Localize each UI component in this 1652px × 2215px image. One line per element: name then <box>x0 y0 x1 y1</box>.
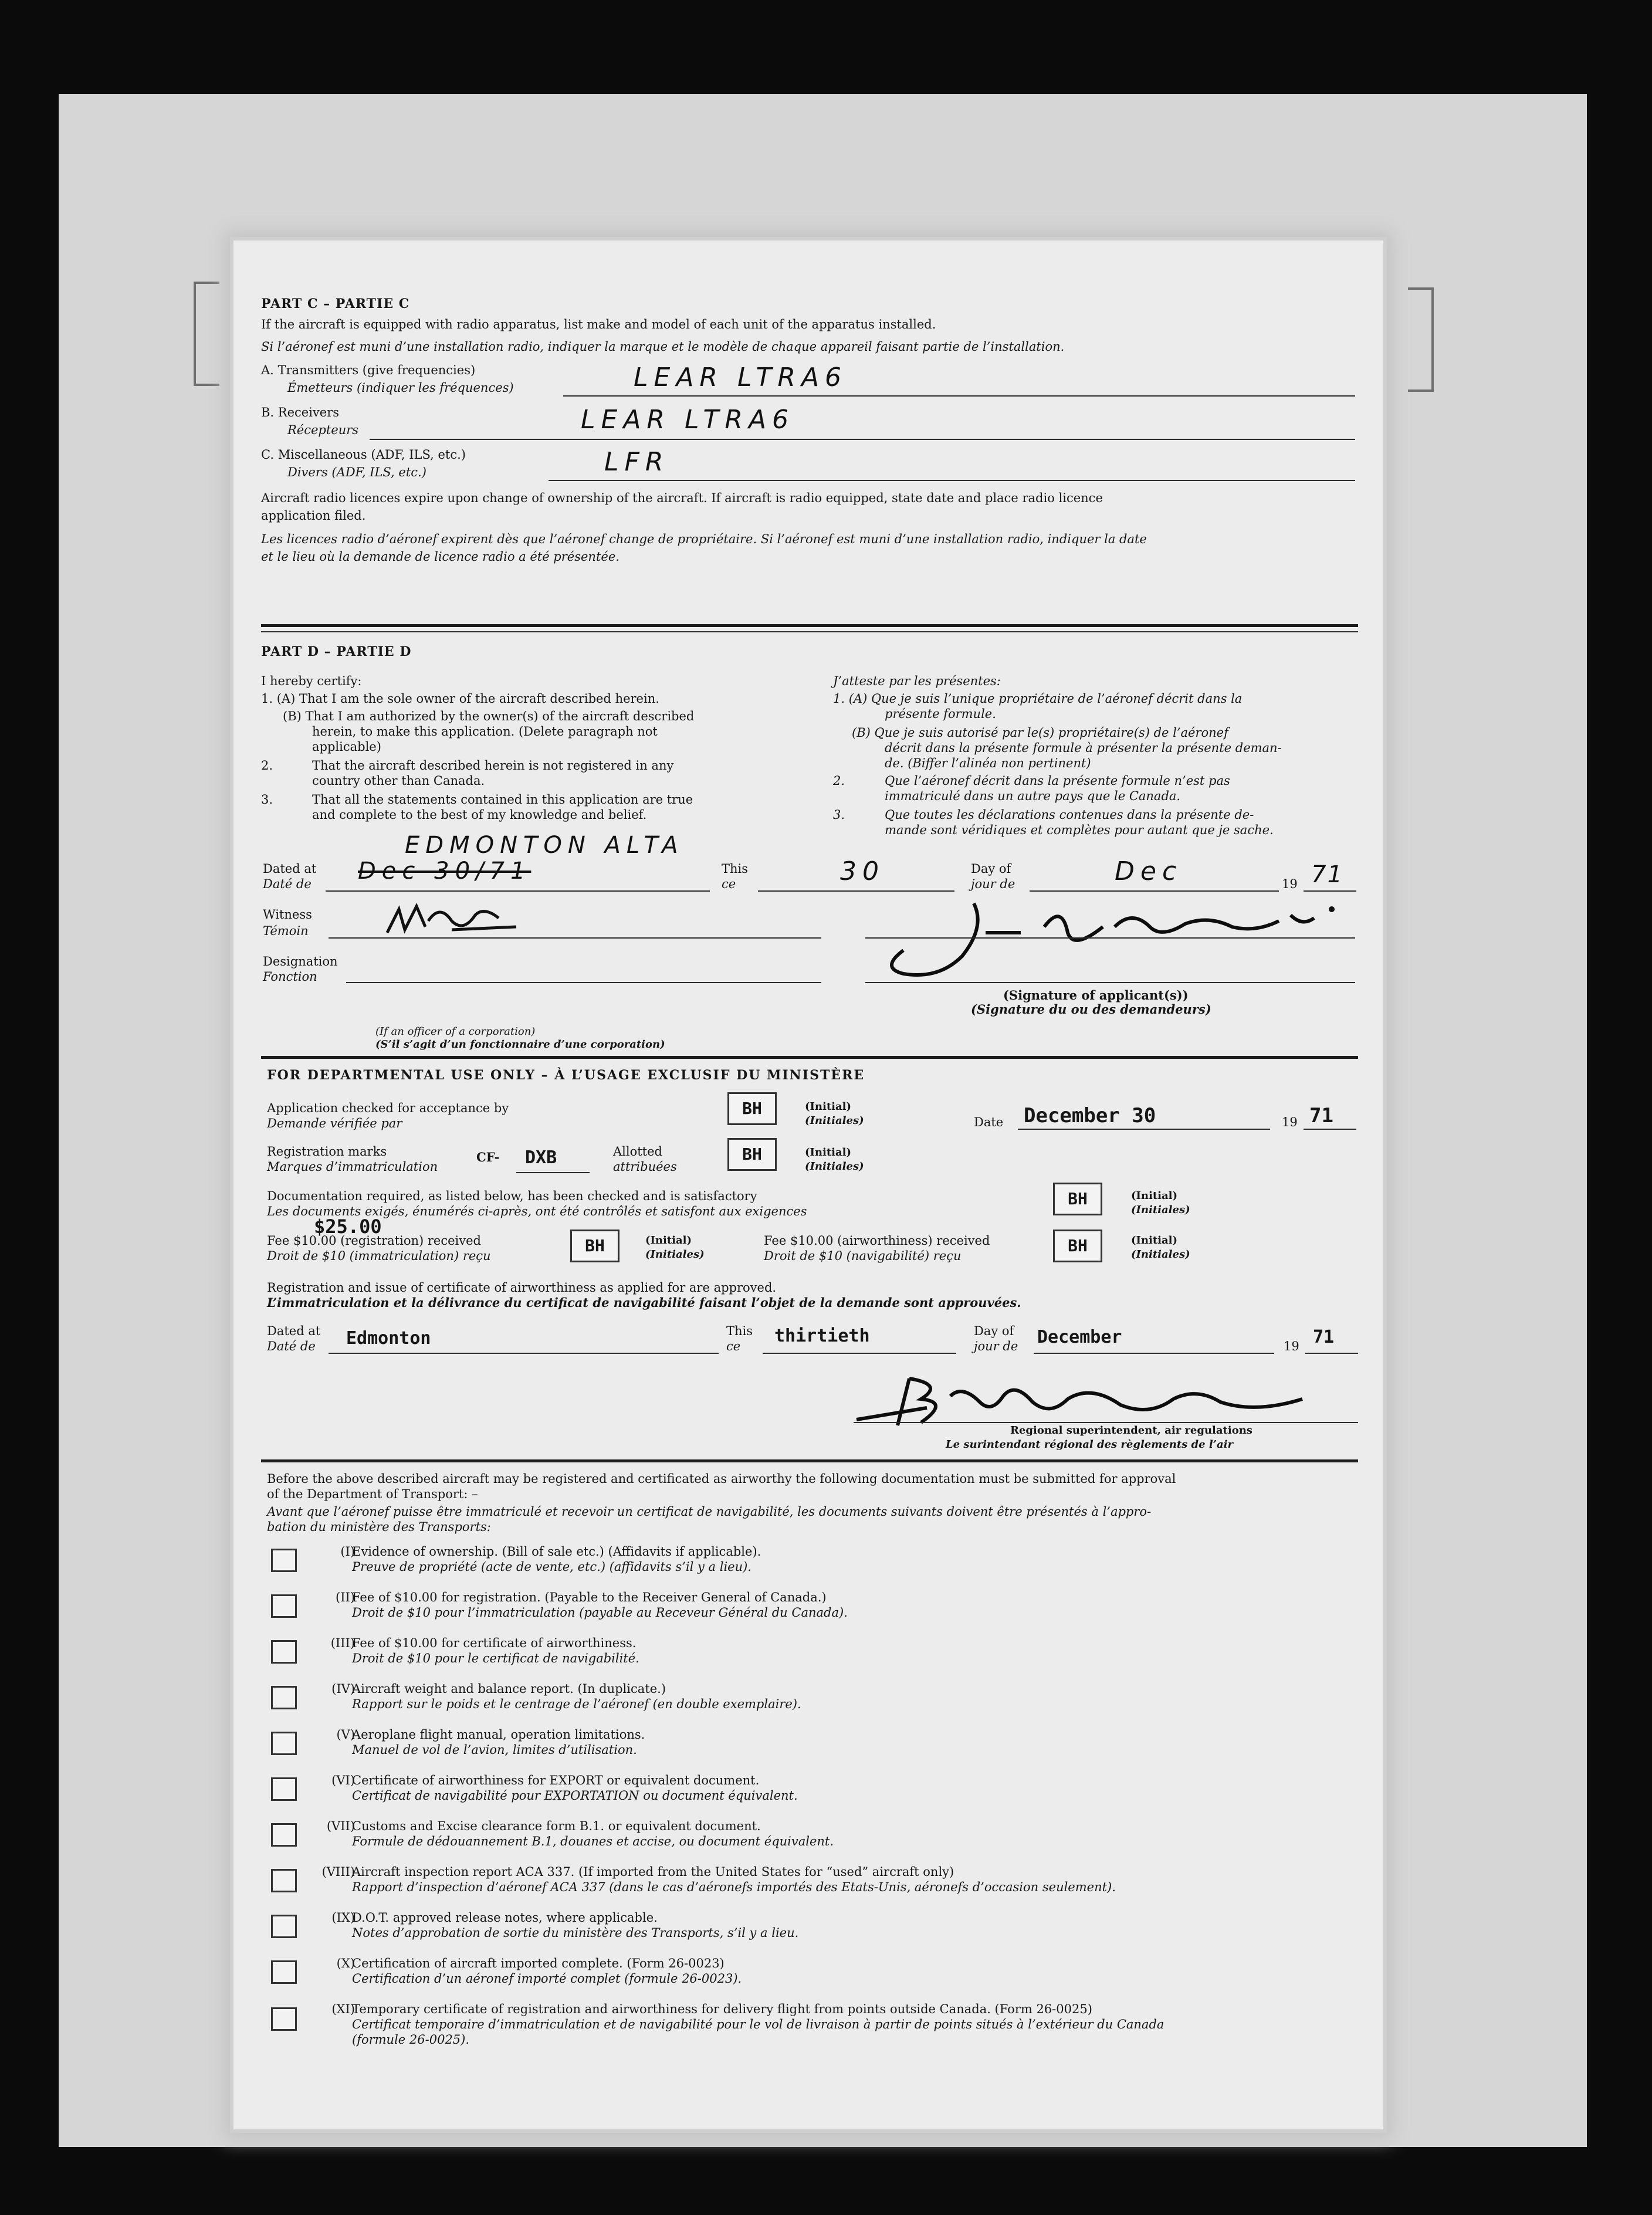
checkbox-weight-balance[interactable] <box>271 1686 297 1709</box>
allotted-label: Allotted <box>613 1144 662 1159</box>
receivers-value[interactable]: LEAR LTRA6 <box>581 405 795 435</box>
initial-label: (Initial) <box>1131 1190 1178 1202</box>
checklist-item-en: Aeroplane flight manual, operation limitations. <box>352 1728 645 1742</box>
applicant-date[interactable]: Dec 30/71 <box>358 858 532 885</box>
checklist-item-fr: Certification d’un aéronef importé complet (formule 26-0023). <box>352 1972 742 1986</box>
checklist-intro-fr-2: bation du ministère des Transports: <box>267 1520 491 1534</box>
allotted-label-fr: attribuées <box>613 1160 677 1174</box>
applicant-place[interactable]: EDMONTON ALTA <box>405 832 684 859</box>
cert-en-1b-2: herein, to make this application. (Delete paragraph not <box>312 724 658 739</box>
checklist-num: (VII) <box>326 1819 355 1833</box>
signature-label: (Signature of applicant(s)) <box>1003 988 1189 1002</box>
fee-air-label-fr: Droit de $10 (navigabilité) reçu <box>764 1249 962 1263</box>
dept-date-label: Date <box>974 1115 1004 1129</box>
checklist-intro-fr: Avant que l’aéronef puisse être immatriculé et recevoir un certificat de navigabilité, les documents suivants doivent être présentés à l’appro- <box>267 1505 1152 1519</box>
superintendent-label: Regional superintendent, air regulations <box>1010 1424 1252 1437</box>
checklist-num: (V) <box>336 1728 355 1742</box>
witness-signature <box>381 897 534 944</box>
checkbox-release-notes[interactable] <box>271 1915 297 1938</box>
cert-en-1b: (B) That I am authorized by the owner(s) of the aircraft described <box>283 709 695 723</box>
registration-marks-value[interactable]: DXB <box>525 1147 557 1168</box>
divider <box>261 1459 1358 1462</box>
cert-fr-1b-3: de. (Biffer l’alinéa non pertinent) <box>885 756 1091 770</box>
initial-label-fr: (Initiales) <box>805 1160 864 1173</box>
cert-en-3: That all the statements contained in this application are true <box>312 792 693 807</box>
checkbox-inspection-report[interactable] <box>271 1869 297 1892</box>
cert-en-1a: 1. (A) That I am the sole owner of the aircraft described herein. <box>261 692 659 706</box>
checked-label-fr: Demande vérifiée par <box>267 1116 402 1130</box>
transmitters-value[interactable]: LEAR LTRA6 <box>634 363 848 392</box>
checked-label: Application checked for acceptance by <box>267 1101 509 1115</box>
checklist-item-fr: Certificat temporaire d’immatriculation et de navigabilité pour le vol de livraison à partir de points situés à l’extérieur du Canada <box>352 2017 1164 2031</box>
transmitters-label-fr: Émetteurs (indiquer les fréquences) <box>287 381 514 395</box>
dept-heading: FOR DEPARTMENTAL USE ONLY – À L’USAGE EXCLUSIF DU MINISTÈRE <box>267 1068 865 1083</box>
fee-reg-label: Fee $10.00 (registration) received <box>267 1234 481 1248</box>
checklist-item-en: Certification of aircraft imported complete. (Form 26-0023) <box>352 1956 725 1970</box>
approval-text-fr: L’immatriculation et la délivrance du certificat de navigabilité faisant l’objet de la demande sont approuvées. <box>267 1295 1021 1310</box>
regmarks-label: Registration marks <box>267 1144 387 1159</box>
this-label-fr: ce <box>722 877 736 891</box>
licence-note-en-2: application filed. <box>261 509 366 523</box>
checklist-item-fr: Manuel de vol de l’avion, limites d’utilisation. <box>352 1743 637 1757</box>
dept-date-value[interactable]: December 30 <box>1024 1104 1156 1127</box>
checklist-item-en: Aircraft weight and balance report. (In duplicate.) <box>352 1682 666 1696</box>
cert-fr-3-2: mande sont véridiques et complètes pour autant que je sache. <box>885 823 1274 837</box>
checkbox-customs-clearance[interactable] <box>271 1823 297 1847</box>
checklist-item-fr: Droit de $10 pour l’immatriculation (payable au Receveur Général du Canada). <box>352 1606 848 1620</box>
misc-label-fr: Divers (ADF, ILS, etc.) <box>287 465 426 479</box>
licence-note-en-1: Aircraft radio licences expire upon change of ownership of the aircraft. If aircraft is radio equipped, state date and place radio licence <box>261 491 1103 505</box>
designation-label: Designation <box>263 954 338 968</box>
cert-fr-2-num: 2. <box>833 774 845 788</box>
docs-checked-label: Documentation required, as listed below, has been checked and is satisfactory <box>267 1189 757 1203</box>
part-d-heading: PART D – PARTIE D <box>261 644 412 659</box>
checklist-num: (IX) <box>331 1911 355 1925</box>
cert-en-2: That the aircraft described herein is not registered in any <box>312 758 674 773</box>
signature-label-fr: (Signature du ou des demandeurs) <box>971 1002 1211 1017</box>
cert-fr-3-num: 3. <box>833 808 845 822</box>
checked-initials-box[interactable]: BH <box>727 1092 777 1125</box>
divider <box>261 1056 1358 1059</box>
initial-label: (Initial) <box>805 1146 852 1159</box>
cert-fr-3: Que toutes les déclarations contenues dans la présente de- <box>885 808 1254 822</box>
this-label: This <box>722 862 749 876</box>
checklist-item-fr: Rapport sur le poids et le centrage de l’aéronef (en double exemplaire). <box>352 1697 801 1711</box>
fee-air-label: Fee $10.00 (airworthiness) received <box>764 1234 990 1248</box>
checklist-item-fr: Preuve de propriété (acte de vente, etc.) (affidavits s’il y a lieu). <box>352 1560 751 1574</box>
superintendent-label-fr: Le surintendant régional des règlements de l’air <box>946 1438 1233 1451</box>
checklist-item-en: Fee of $10.00 for registration. (Payable to the Receiver General of Canada.) <box>352 1590 827 1604</box>
checkbox-evidence-of-ownership[interactable] <box>271 1549 297 1572</box>
applicant-day[interactable]: 30 <box>840 856 885 886</box>
applicant-year[interactable]: 71 <box>1311 861 1343 888</box>
dept-dated-label: Dated at <box>267 1324 321 1338</box>
cert-en-3-2: and complete to the best of my knowledge and belief. <box>312 808 647 822</box>
checklist-item-en: Aircraft inspection report ACA 337. (If imported from the United States for “used” aircraft only) <box>352 1865 954 1879</box>
checkbox-temporary-certificate[interactable] <box>271 2007 297 2031</box>
docs-initials-box[interactable]: BH <box>1053 1183 1102 1215</box>
year-prefix: 19 <box>1282 877 1298 891</box>
transmitters-label: A. Transmitters (give frequencies) <box>261 363 476 377</box>
cf-prefix: CF- <box>476 1150 500 1164</box>
checklist-item-en: Fee of $10.00 for certificate of airworthiness. <box>352 1636 637 1650</box>
checklist-item-fr: Notes d’approbation de sortie du ministère des Transports, s’il y a lieu. <box>352 1926 799 1940</box>
checklist-intro-en-2: of the Department of Transport: – <box>267 1487 478 1501</box>
licence-note-fr-1: Les licences radio d’aéronef expirent dès que l’aéronef change de propriétaire. Si l’aéronef est muni d’une installation radio, indiquer la date <box>261 532 1147 546</box>
fee-reg-initials-box[interactable]: BH <box>570 1230 620 1262</box>
dept-day-value[interactable]: thirtieth <box>774 1326 870 1346</box>
certify-fr: J’atteste par les présentes: <box>833 674 1001 688</box>
cert-fr-1a-2: présente formule. <box>885 707 996 721</box>
allotted-initials-box[interactable]: BH <box>727 1138 777 1171</box>
checklist-num: (III) <box>330 1636 355 1650</box>
dept-place-value[interactable]: Edmonton <box>346 1328 431 1349</box>
part-c-intro-en: If the aircraft is equipped with radio apparatus, list make and model of each unit of the apparatus installed. <box>261 317 936 331</box>
dept-this-label-fr: ce <box>726 1339 741 1353</box>
initial-label: (Initial) <box>1131 1234 1178 1247</box>
applicant-month[interactable]: Dec <box>1115 856 1183 886</box>
checklist-item-en: Customs and Excise clearance form B.1. or equivalent document. <box>352 1819 761 1833</box>
checklist-item-en: Evidence of ownership. (Bill of sale etc.) (Affidavits if applicable). <box>352 1545 761 1559</box>
cert-fr-2-2: immatriculé dans un autre pays que le Canada. <box>885 789 1181 803</box>
cert-en-1b-3: applicable) <box>312 740 381 754</box>
fee-amount: $25.00 <box>314 1215 382 1238</box>
licence-note-fr-2: et le lieu où la demande de licence radio a été présentée. <box>261 550 620 564</box>
misc-label: C. Miscellaneous (ADF, ILS, etc.) <box>261 448 466 462</box>
designation-label-fr: Fonction <box>263 970 317 984</box>
cert-fr-1b-2: décrit dans la présente formule à présenter la présente deman- <box>885 741 1282 755</box>
certify-en: I hereby certify: <box>261 674 362 688</box>
day-of-label-fr: jour de <box>971 877 1015 891</box>
checkbox-import-certification[interactable] <box>271 1960 297 1984</box>
corner-bracket-left <box>194 282 219 386</box>
initial-label-fr: (Initiales) <box>1131 1204 1190 1216</box>
checklist-num: (II) <box>336 1590 355 1604</box>
checklist-item-en: D.O.T. approved release notes, where applicable. <box>352 1911 658 1925</box>
cert-fr-1b: (B) Que je suis autorisé par le(s) propriétaire(s) de l’aéronef <box>852 726 1228 740</box>
dated-at-label: Dated at <box>263 862 317 876</box>
regmarks-label-fr: Marques d’immatriculation <box>267 1160 438 1174</box>
dept-year-value-2[interactable]: 71 <box>1313 1327 1335 1347</box>
checklist-item-fr: Rapport d’inspection d’aéronef ACA 337 (dans le cas d’aéronefs importés des Etats-Unis, aéronefs d’occasion seulement). <box>352 1880 1116 1894</box>
cert-en-2-num: 2. <box>261 758 273 773</box>
checkbox-registration-fee[interactable] <box>271 1594 297 1618</box>
checklist-num: (VI) <box>331 1773 355 1787</box>
dept-day-of-label: Day of <box>974 1324 1014 1338</box>
checkbox-export-certificate[interactable] <box>271 1777 297 1801</box>
witness-label-fr: Témoin <box>263 924 309 938</box>
initial-label: (Initial) <box>645 1234 692 1247</box>
dept-year-prefix: 19 <box>1282 1115 1298 1129</box>
checklist-item-fr: Droit de $10 pour le certificat de navigabilité. <box>352 1651 639 1665</box>
checklist-item-en: Temporary certificate of registration and airworthiness for delivery flight from points outside Canada. (Form 26-0025) <box>352 2002 1092 2016</box>
checklist-item-en: Certificate of airworthiness for EXPORT or equivalent document. <box>352 1773 760 1787</box>
checkbox-airworthiness-fee[interactable] <box>271 1640 297 1664</box>
checklist-num: (IV) <box>331 1682 355 1696</box>
dept-year-prefix-2: 19 <box>1284 1339 1299 1353</box>
receivers-label-fr: Récepteurs <box>287 423 359 437</box>
day-of-label: Day of <box>971 862 1011 876</box>
corner-bracket-right <box>1408 287 1434 392</box>
divider <box>261 624 1358 627</box>
initial-label: (Initial) <box>805 1100 852 1113</box>
dept-month-value[interactable]: December <box>1037 1327 1122 1347</box>
cert-en-2-2: country other than Canada. <box>312 774 485 788</box>
initial-label-fr: (Initiales) <box>645 1248 705 1261</box>
initial-label-fr: (Initiales) <box>805 1115 864 1127</box>
applicant-signature <box>868 892 1361 985</box>
checklist-num: (XI) <box>331 2002 355 2016</box>
part-c-heading: PART C – PARTIE C <box>261 296 410 311</box>
cert-fr-2: Que l’aéronef décrit dans la présente formule n’est pas <box>885 774 1230 788</box>
initial-label-fr: (Initiales) <box>1131 1248 1190 1261</box>
fee-air-initials-box[interactable]: BH <box>1053 1230 1102 1262</box>
checklist-num: (I) <box>340 1545 355 1559</box>
checklist-item-fr: Formule de dédouannement B.1, douanes et accise, ou document équivalent. <box>352 1834 834 1848</box>
docs-checked-label-fr: Les documents exigés, énumérés ci-après, ont été contrôlés et satisfont aux exigences <box>267 1204 807 1218</box>
dept-year-value[interactable]: 71 <box>1309 1104 1333 1127</box>
checklist-num: (X) <box>336 1956 355 1970</box>
cert-fr-1a: 1. (A) Que je suis l’unique propriétaire de l’aéronef décrit dans la <box>833 692 1243 706</box>
fee-reg-label-fr: Droit de $10 (immatriculation) reçu <box>267 1249 491 1263</box>
dept-day-of-label-fr: jour de <box>974 1339 1018 1353</box>
dept-this-label: This <box>726 1324 753 1338</box>
misc-value[interactable]: LFR <box>604 447 669 477</box>
officer-note: (If an officer of a corporation) <box>375 1025 536 1038</box>
witness-label: Witness <box>263 907 312 922</box>
checklist-num: (VIII) <box>321 1865 355 1879</box>
part-c-intro-fr: Si l’aéronef est muni d’une installation radio, indiquer la marque et le modèle de chaque appareil faisant partie de l’installation. <box>261 340 1065 354</box>
receivers-label: B. Receivers <box>261 405 340 419</box>
checklist-item-fr: Certificat de navigabilité pour EXPORTATION ou document équivalent. <box>352 1789 798 1803</box>
officer-note-fr: (S’il s’agit d’un fonctionnaire d’une corporation) <box>375 1038 665 1051</box>
dated-at-label-fr: Daté de <box>263 877 312 891</box>
approval-text: Registration and issue of certificate of airworthiness as applied for are approved. <box>267 1281 777 1295</box>
checklist-item-fr-2: (formule 26-0025). <box>352 2033 470 2047</box>
cert-en-3-num: 3. <box>261 792 273 807</box>
checklist-intro-en: Before the above described aircraft may be registered and certificated as airworthy the following documentation must be submitted for approval <box>267 1472 1176 1486</box>
dept-dated-label-fr: Daté de <box>267 1339 316 1353</box>
checkbox-flight-manual[interactable] <box>271 1732 297 1755</box>
